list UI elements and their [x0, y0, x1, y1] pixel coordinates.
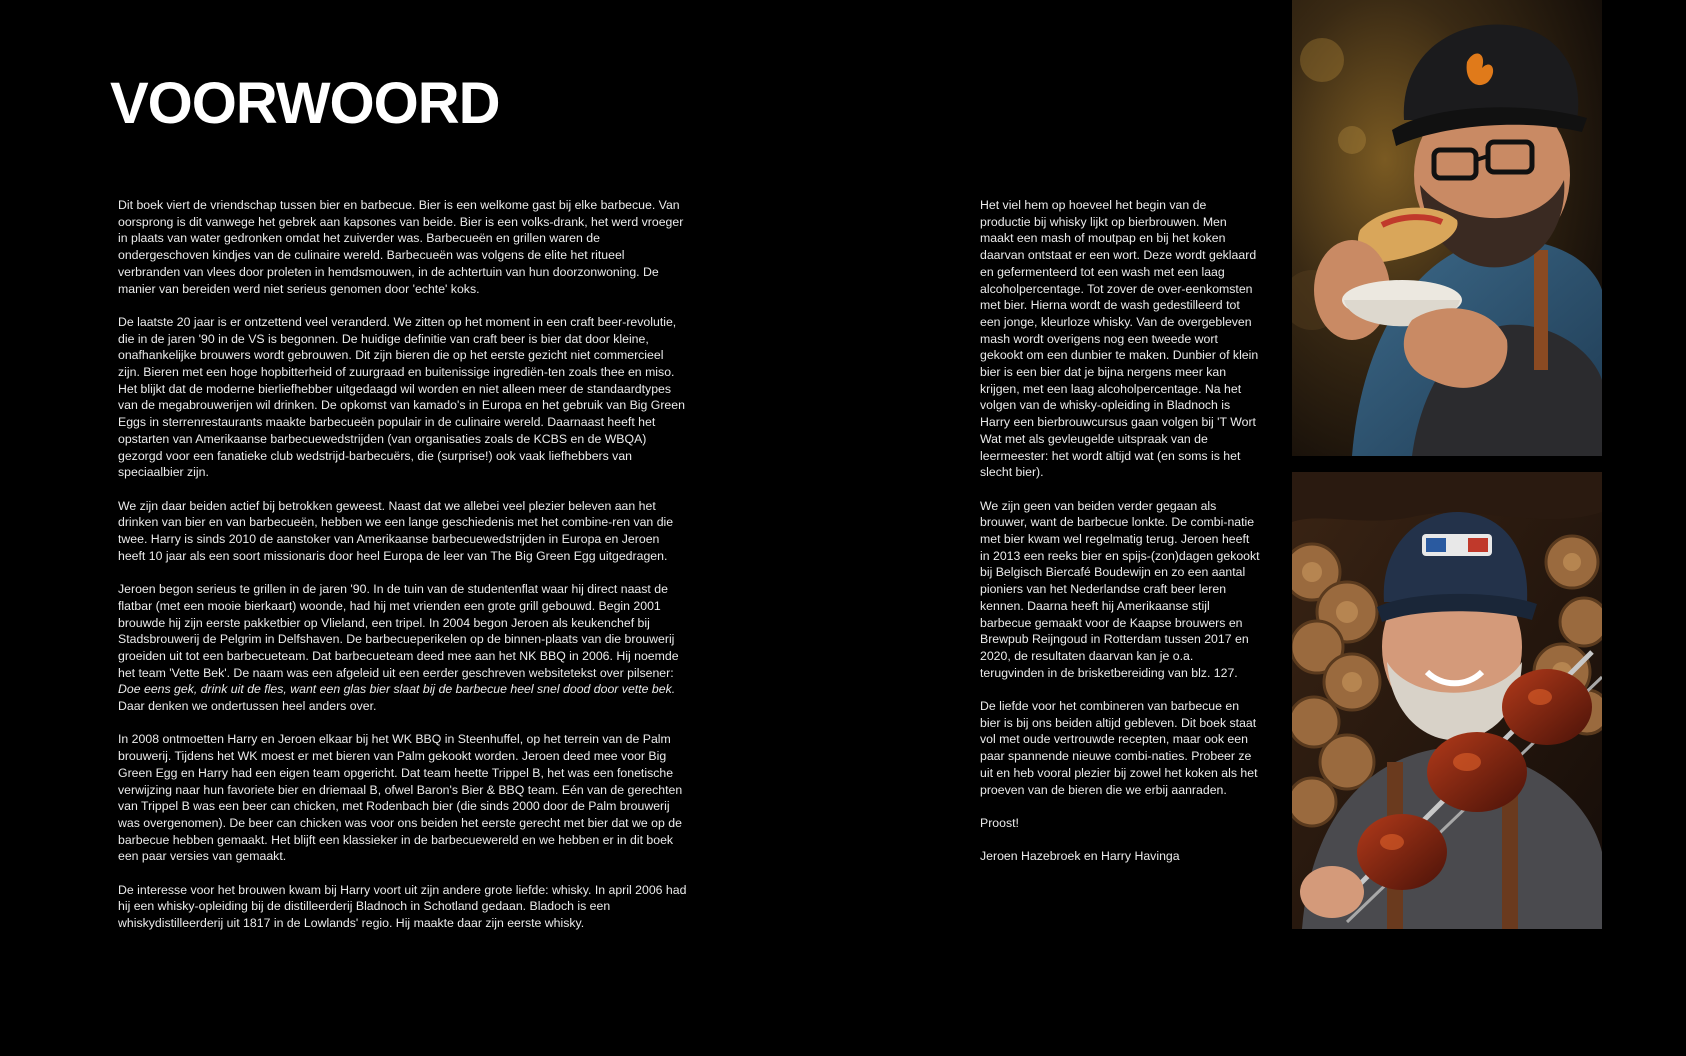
- paragraph: Dit boek viert de vriendschap tussen bier en barbecue. Bier is een welkome gast bij elke barbecue. Van oorsprong is dit vanwege het gebrek aan kapsones van beide. Bier is een volks-drank, het werd vroeger in plaats van water gedronken omdat het zuiverder was. Barbecueën en grillen waren de ondergeschoven kindjes van de culinaire wereld. Barbecueën was volgens de elite het ritueel verbranden van vlees door proleten in hemdsmouwen, in de achtertuin van hun doorzonwoning. De manier van bereiden werd niet serieus genomen door 'echte' koks.: [118, 198, 684, 296]
- paragraph: In 2008 ontmoetten Harry en Jeroen elkaar bij het WK BBQ in Steenhuffel, op het terrein van de Palm brouwerij. Tijdens het WK moest er met bieren van Palm gekookt worden. Jeroen deed mee voor Big Green Egg en Harry had een eigen team opgericht. Dat team heette Trippel B, het was een fonetische verwijzing naar hun favoriete bier en driemaal B, ofwel Baron's Bier & BBQ team. Eén van de gerechten van Trippel B was een beer can chicken, met Rodenbach bier (die sinds 2000 door de Palm brouwerij was overgenomen). De beer can chicken was voor ons beiden het eerste gerecht met bier dat we op de barbecue hebben gemaakt. Het blijft een klassieker in de barbecuewereld en we hebben er in dit boek een paar versies van gemaakt.: [118, 732, 683, 864]
- quote-after: Daar denken we ondertussen heel anders over.: [118, 699, 377, 714]
- author-signature: Jeroen Hazebroek en Harry Havinga: [980, 849, 1180, 864]
- paragraph: Het viel hem op hoeveel het begin van de productie bij whisky lijkt op bierbrouwen. Men maakt een mash of moutpap en bij het koken daarvan ontstaat er een wort. Deze wordt geklaard en gefermenteerd tot een wash met een laag alcoholpercentage. Tot zover de over-eenkomsten met bier. Hierna wordt de wash gedestilleerd tot een jonge, kleurloze whisky. Van de overgebleven mash wordt overigens nog een tweede wort gekookt om een dunbier te maken. Dunbier of klein bier is een bier dat je bijna nergens meer kan krijgen, met een laag alcoholpercentage. Na het volgen van de whisky-opleiding in Bladnoch is Harry een bierbrouwcursus gaan volgen bij 'T Wort Wat met als gevleugelde uitspraak van de leermeester: het wordt altijd wat (en soms is het slecht bier).: [980, 198, 1259, 480]
- quote-italic: Doe eens gek, drink uit de fles, want een glas bier slaat bij de barbecue heel snel dood door vette bek.: [118, 682, 676, 697]
- paragraph: We zijn geen van beiden verder gegaan als brouwer, want de barbecue lonkte. De combi-natie met bier kwam wel regelmatig terug. Jeroen heeft in 2013 een reeks bier en spijs-(zon)dagen gekookt bij Belgisch Biercafé Boudewijn en zo een aantal pioniers van het Nederlandse craft beer leren kennen. Daarna heeft hij Amerikaanse stijl barbecue gemaakt voor de Kaapse brouwers en Brewpub Reijngoud in Rotterdam tussen 2017 en 2020, de resultaten daarvan kan je o.a. terugvinden in de brisketbereiding van blz. 127.: [980, 498, 1260, 680]
- paragraph-with-quote: [118, 581, 688, 715]
- paragraph-text: Jeroen begon serieus te grillen in de jaren '90. In de tuin van de studentenflat waar hij direct naast de flatbar (met een mooie bierkaart) woonde, had hij met vrienden een grote grill gebouwd. Begin 2001 brouwde hij zijn eerste pakketbier op Vlieland, een tripel. In 2004 begon Jeroen als keukenchef bij Stadsbrouwerij de Pelgrim in Delfshaven. De barbecueperikelen op de binnen-plaats van die brouwerij groeiden uit tot een barbecueteam. Dat barbecueteam deed mee aan het NK BBQ in 2006. Hij noemde het team 'Vette Bek'. De naam was een afgeleid uit een eerder geschreven websitetekst over pilsener:: [118, 582, 679, 680]
- paragraph: De liefde voor het combineren van barbecue en bier is bij ons beiden altijd gebleven. Dit boek staat vol met oude vertrouwde recepten, maar ook een paar spannende nieuwe combi-naties. Probeer ze uit en heb vooral plezier bij zowel het koken als het proeven van de bieren die we erbij aanraden.: [980, 699, 1258, 797]
- photo-man-eating: [1292, 0, 1602, 456]
- photo-man-with-skewer: [1292, 472, 1602, 929]
- photo-man-with-skewer-icon: [1292, 472, 1602, 929]
- closing-greeting: Proost!: [980, 815, 1019, 830]
- page-title: VOORWOORD: [110, 71, 500, 136]
- right-text-column: [980, 197, 1260, 882]
- photo-man-eating-icon: [1292, 0, 1602, 456]
- paragraph: De interesse voor het brouwen kwam bij Harry voort uit zijn andere grote liefde: whisky. In april 2006 had hij een whisky-opleiding bij de distilleerderij Bladnoch in Schotland gedaan. Bladoch is een whiskydistilleerderij uit 1817 in de Lowlands' regio. Hij maakte daar zijn eerste whisky.: [118, 882, 687, 931]
- left-text-column: [118, 197, 688, 949]
- paragraph: De laatste 20 jaar is er ontzettend veel veranderd. We zitten op het moment in een craft beer-revolutie, die in de jaren '90 in de VS is begonnen. De huidige definitie van craft beer is bier dat door kleine, onafhankelijke brouwers wordt gebrouwen. Dit zijn bieren die op het eerste gezicht niet commercieel zijn. Bieren met een hoge hopbitterheid of zuurgraad en buitenissige ingrediën-ten zoals thee en miso. Het blijkt dat de moderne bierliefhebber uitgedaagd wil worden en niet alleen meer de standaardtypes van de megabrouwerijen wil drinken. De opkomst van kamado's in Europa en het gebruik van Big Green Eggs in sterrenrestaurants maakte barbecueën populair in de culinaire wereld. Daarnaast heeft het opstarten van Amerikaanse barbecuewedstrijden (van organisaties zoals de KCBS en de WBQA) gezorgd voor een fanatieke club wedstrijd-barbecuërs, die (surprise!) ook vaak liefhebbers van speciaalbier zijn.: [118, 314, 685, 480]
- paragraph: We zijn daar beiden actief bij betrokken geweest. Naast dat we allebei veel plezier beleven aan het drinken van bier en van barbecueën, hebben we een lange geschiedenis met het combine-ren van die twee. Harry is sinds 2010 de aanstoker van Amerikaanse barbecuewedstrijden in Europa en Jeroen heeft 10 jaar als een soort missionaris door heel Europa de leer van The Big Green Egg uitgedragen.: [118, 498, 674, 563]
